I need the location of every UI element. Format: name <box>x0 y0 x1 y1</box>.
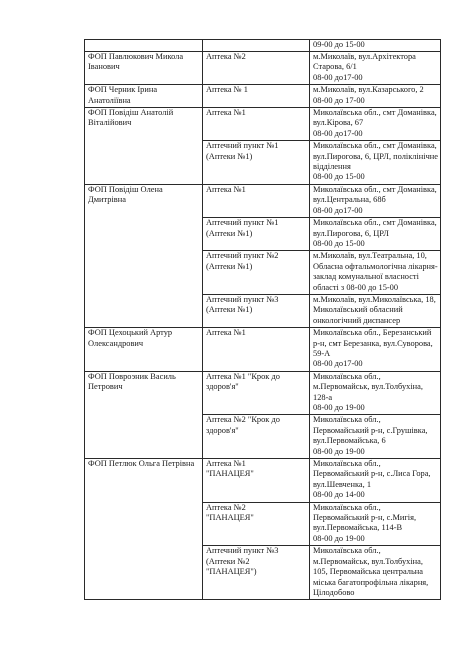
table-row <box>85 459 441 503</box>
address-hours-cell: Миколаївська обл., Первомайський р-н, с.Лиса Гора, вул.Шевченка, 1 08-00 до 14-00 <box>310 459 441 503</box>
pharmacy-cell: Аптечний пункт №3 (Аптеки №1) <box>203 294 310 327</box>
owner-cell: ФОП Черник Ірина Анатоліївна <box>85 85 203 108</box>
owner-cell: ФОП Повідіш Олена Дмитрівна <box>85 184 203 327</box>
pharmacy-cell: Аптечний пункт №1 (Аптеки №1) <box>203 218 310 251</box>
address-hours-cell: м.Миколаїв, вул.Театральна, 10, Обласна офтальмологічна лікарня-заклад комунальної власності області з 08-00 до 15-00 <box>310 251 441 295</box>
pharmacy-cell: Аптека №2 <box>203 52 310 85</box>
table-row <box>85 328 441 372</box>
owner-cell: ФОП Повроэник Василь Петрович <box>85 371 203 458</box>
address-hours-cell: Миколаївська обл., Первомайський р-н, с.Грушівка, вул.Первомайська, 6 08-00 до 19-00 <box>310 415 441 459</box>
owner-cell: ФОП Цехоцький Артур Олександрович <box>85 328 203 372</box>
pharmacy-cell: Аптечний пункт №2 (Аптеки №1) <box>203 251 310 295</box>
pharmacy-table <box>84 39 441 600</box>
pharmacy-cell: Аптечний пункт №3 (Аптеки №2 "ПАНАЦЕЯ") <box>203 546 310 600</box>
owner-cell: ФОП Павлюкович Микола Іванович <box>85 52 203 85</box>
address-hours-cell: Миколаївська обл., смт Доманівка, вул.Кірова, 67 08-00 до17-00 <box>310 108 441 141</box>
pharmacy-cell: Аптечний пункт №1 (Аптеки №1) <box>203 141 310 185</box>
pharmacy-cell: Аптека №2 "ПАНАЦЕЯ" <box>203 502 310 546</box>
table-row <box>85 371 441 415</box>
address-hours-cell: м.Миколаїв, вул.Архітектора Старова, 6/1 08-00 до17-00 <box>310 52 441 85</box>
address-hours-cell: Миколаївська обл., м.Первомайськ, вул.Толбухіна, 105, Первомайська центральна міська багатопрофільна лікарня, Цілодобово <box>310 546 441 600</box>
pharmacy-cell <box>203 40 310 52</box>
table-row <box>85 108 441 141</box>
address-hours-cell: Миколаївська обл., Березанський р-н, смт Березанка, вул.Суворова, 59-А 08-00 до17-00 <box>310 328 441 372</box>
table-row <box>85 184 441 217</box>
table-row <box>85 85 441 108</box>
owner-cell: ФОП Петлюк Ольга Петрівна <box>85 459 203 600</box>
address-hours-cell: Миколаївська обл., м.Первомайськ, вул.Толбухіна, 128-а 08-00 до 19-00 <box>310 371 441 415</box>
pharmacy-cell: Аптека №1 <box>203 108 310 141</box>
address-hours-cell: Миколаївська обл., смт Доманівка, вул.Пирогова, 6, ЦРЛ 08-00 до 15-00 <box>310 218 441 251</box>
pharmacy-cell: Аптека № 1 <box>203 85 310 108</box>
pharmacy-cell: Аптека №1 <box>203 184 310 217</box>
address-hours-cell: Миколаївська обл., смт Доманівка, вул.Центральна, 68б 08-00 до17-00 <box>310 184 441 217</box>
pharmacy-cell: Аптека №1 "Крок до здоров'я" <box>203 371 310 415</box>
address-hours-cell: м.Миколаїв, вул.Казарського, 2 08-00 до 17-00 <box>310 85 441 108</box>
address-hours-cell: Миколаївська обл., Первомайський р-н, с.Мигія, вул.Первомайська, 114-В 08-00 до 19-00 <box>310 502 441 546</box>
pharmacy-table-body <box>85 40 441 600</box>
address-hours-cell: Миколаївська обл., смт Доманівка, вул.Пирогова, 6, ЦРЛ, поліклінічне відділення 08-00 до 15-00 <box>310 141 441 185</box>
owner-cell <box>85 40 203 52</box>
address-hours-cell: 09-00 до 15-00 <box>310 40 441 52</box>
pharmacy-cell: Аптека №1 <box>203 328 310 372</box>
owner-cell: ФОП Повідіш Анатолій Віталійович <box>85 108 203 185</box>
pharmacy-cell: Аптека №2 "Крок до здоров'я" <box>203 415 310 459</box>
pharmacy-cell: Аптека №1 "ПАНАЦЕЯ" <box>203 459 310 503</box>
table-row <box>85 40 441 52</box>
table-row <box>85 52 441 85</box>
address-hours-cell: м.Миколаїв, вул.Миколаївська, 18, Миколаївський обласний онкологічний диспансер <box>310 294 441 327</box>
